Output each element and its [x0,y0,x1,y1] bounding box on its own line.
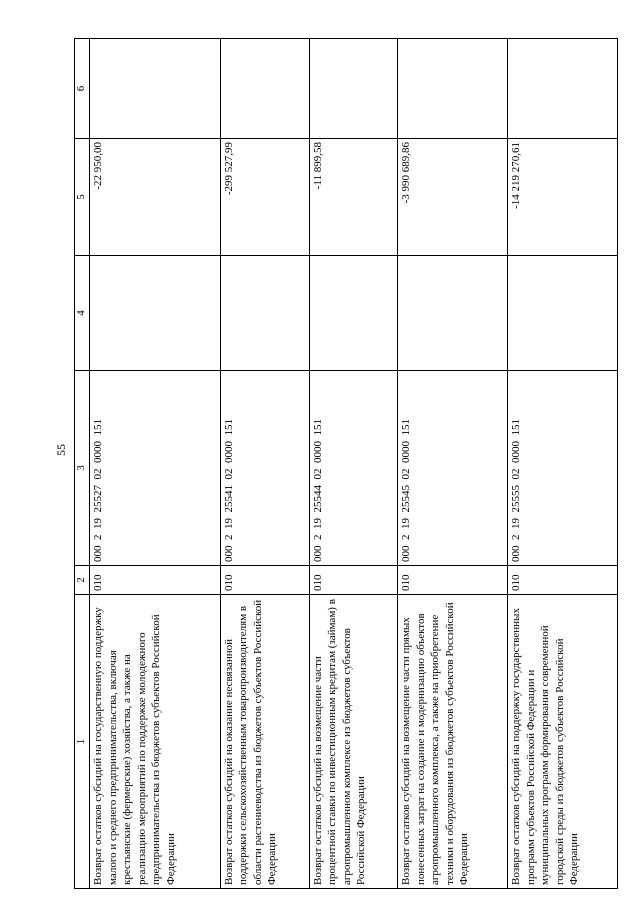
admin-code-cell: 010 [220,566,309,595]
table-row [220,39,309,889]
table-row [90,39,221,889]
column-header-5: 5 [75,139,90,256]
kbk-code-cell: 000 2 19 25544 02 0000 151 [309,371,398,566]
row-name-cell: Возврат остатков субсидий на возмещение части прямых понесенных затрат на создание и модернизацию объектов агропромышленного комплекса, а также на приобретение техники и оборудования из бюджетов субъектов Российской Федерации [398,595,508,889]
column-header-1: 1 [75,595,90,889]
col6-cell [220,39,309,139]
table-row [309,39,398,889]
kbk-code-cell: 000 2 19 25541 02 0000 151 [220,371,309,566]
col4-cell [508,256,618,371]
column-header-2: 2 [75,566,90,595]
col4-cell [90,256,221,371]
table-header-row [75,39,90,889]
amount-cell: -11 899,58 [309,139,398,256]
amount-cell: -299 527,99 [220,139,309,256]
col6-cell [398,39,508,139]
page-number: 55 [54,444,68,456]
row-name-cell: Возврат остатков субсидий на государственную поддержку малого и среднего предпринимательства, включая крестьянские (фермерские) хозяйства, а также на реализацию мероприятий по поддержке молодежного предпринимательства из бюджетов субъектов Российской Федерации [90,595,221,889]
amount-cell: -22 950,00 [90,139,221,256]
budget-table [74,38,618,889]
admin-code-cell: 010 [508,566,618,595]
col6-cell [90,39,221,139]
column-header-6: 6 [75,39,90,139]
table-row [398,39,508,889]
col6-cell [508,39,618,139]
kbk-code-cell: 000 2 19 25527 02 0000 151 [90,371,221,566]
rotated-table-container [74,39,618,889]
admin-code-cell: 010 [398,566,508,595]
col4-cell [220,256,309,371]
row-name-cell: Возврат остатков субсидий на возмещение части процентной ставки по инвестиционным кредитам (займам) в агропромышленном комплексе из бюджетов субъектов Российской Федерации [309,595,398,889]
amount-cell: -3 990 689,86 [398,139,508,256]
kbk-code-cell: 000 2 19 25545 02 0000 151 [398,371,508,566]
table-row [508,39,618,889]
col4-cell [309,256,398,371]
column-header-4: 4 [75,256,90,371]
admin-code-cell: 010 [90,566,221,595]
amount-cell: -14 219 270,61 [508,139,618,256]
col6-cell [309,39,398,139]
column-header-3: 3 [75,371,90,566]
row-name-cell: Возврат остатков субсидий на оказание несвязанной поддержки сельскохозяйственным товаропроизводителям в области растениеводства из бюджетов субъектов Российской Федерации [220,595,309,889]
col4-cell [398,256,508,371]
admin-code-cell: 010 [309,566,398,595]
kbk-code-cell: 000 2 19 25555 02 0000 151 [508,371,618,566]
row-name-cell: Возврат остатков субсидий на поддержку государственных программ субъектов Российской Федерации и муниципальных программ формирования современной городской среды из бюджетов субъектов Российской Федерации [508,595,618,889]
